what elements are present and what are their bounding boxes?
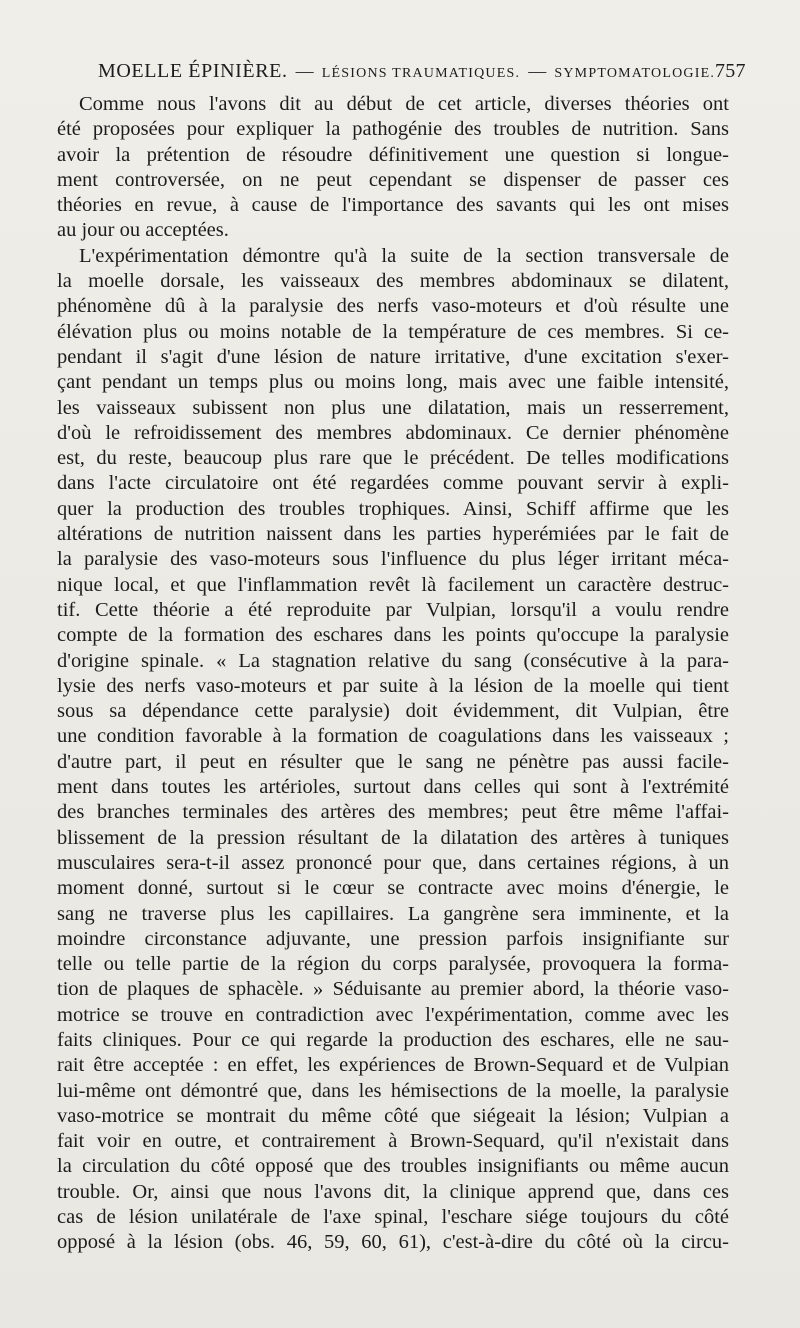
body-text (57, 92, 729, 1256)
running-header (98, 60, 746, 88)
text-line: la moelle dorsale, les vaisseaux des membres abdominaux se dilatent, (57, 270, 729, 293)
text-line: élévation plus ou moins notable de la température de ces membres. Si ce- (57, 320, 729, 343)
text-line: moindre circonstance adjuvante, une pression parfois insignifiante sur (57, 927, 729, 950)
text-line: motrice se trouve en contradiction avec l'expérimentation, comme avec les (57, 1003, 729, 1026)
text-line: dans l'acte circulatoire ont été regardées comme pouvant servir à expli- (57, 472, 729, 495)
text-line: avoir la prétention de résoudre définitivement une question si longue- (57, 143, 729, 166)
text-line: lui-même ont démontré que, dans les hémisections de la moelle, la paralysie (57, 1079, 729, 1102)
text-line: çant pendant un temps plus ou moins long, mais avec une faible intensité, (57, 371, 729, 394)
text-line: blissement de la pression résultant de la dilatation des artères à tuniques (57, 826, 729, 849)
text-line: pendant il s'agit d'une lésion de nature irritative, d'une excitation s'exer- (57, 345, 729, 368)
text-line: telle ou telle partie de la région du corps paralysée, provoquera la forma- (57, 953, 729, 976)
page-number: 757 (715, 60, 746, 82)
text-line: opposé à la lésion (obs. 46, 59, 60, 61), c'est-à-dire du côté où la circu- (57, 1231, 729, 1254)
text-line: nique local, et que l'inflammation revêt là facilement un caractère destruc- (57, 573, 729, 596)
header-separator: — (528, 61, 547, 81)
text-line: sous sa dépendance cette paralysie) doit évidemment, dit Vulpian, être (57, 700, 729, 723)
header-separator: — (295, 61, 314, 81)
header-title: MOELLE ÉPINIÈRE. (98, 60, 288, 82)
text-line: musculaires sera-t-il assez prononcé pour que, dans certaines régions, à un (57, 851, 729, 874)
text-line: d'origine spinale. « La stagnation relative du sang (consécutive à la para- (57, 649, 729, 672)
text-line: quer la production des troubles trophiques. Ainsi, Schiff affirme que les (57, 497, 729, 520)
text-line: été proposées pour expliquer la pathogénie des troubles de nutrition. Sans (57, 118, 729, 141)
text-line: ment controversée, on ne peut cependant se dispenser de passer ces (57, 168, 729, 191)
text-line: faits cliniques. Pour ce qui regarde la production des eschares, elle ne sau- (57, 1028, 729, 1051)
text-line: cas de lésion unilatérale de l'axe spinal, l'eschare siége toujours du côté (57, 1206, 729, 1229)
text-line: les vaisseaux subissent non plus une dilatation, mais un resserrement, (57, 396, 729, 419)
header-section: LÉSIONS TRAUMATIQUES. (321, 66, 521, 81)
text-line: altérations de nutrition naissent dans les parties hyperémiées par le fait de (57, 523, 729, 546)
text-line: phénomène dû à la paralysie des nerfs vaso-moteurs et d'où résulte une (57, 295, 729, 318)
text-line: trouble. Or, ainsi que nous l'avons dit, la clinique apprend que, dans ces (57, 1180, 729, 1203)
text-line: moment donné, surtout si le cœur se contracte avec moins d'énergie, le (57, 877, 729, 900)
text-line: compte de la formation des eschares dans les points qu'occupe la paralysie (57, 624, 729, 647)
text-line: fait voir en outre, et contrairement à Brown-Sequard, qu'il n'existait dans (57, 1130, 729, 1153)
text-line: vaso-motrice se montrait du même côté que siégeait la lésion; Vulpian a (57, 1104, 729, 1127)
text-line: est, du reste, beaucoup plus rare que le précédent. De telles modifications (57, 447, 729, 470)
header-subsection: SYMPTOMATOLOGIE. (554, 66, 716, 81)
text-line: L'expérimentation démontre qu'à la suite de la section transversale de (79, 244, 729, 267)
text-line: d'autre part, il peut en résulter que le sang ne pénètre pas aussi facile- (57, 750, 729, 773)
text-line: tion de plaques de sphacèle. » Séduisante au premier abord, la théorie vaso- (57, 978, 729, 1001)
text-line: la paralysie des vaso-moteurs sous l'influence du plus léger irritant méca- (57, 548, 729, 571)
text-line: tif. Cette théorie a été reproduite par Vulpian, lorsqu'il a voulu rendre (57, 598, 729, 621)
text-line: ment dans toutes les artérioles, surtout dans celles qui sont à l'extrémité (57, 776, 729, 799)
text-line: la circulation du côté opposé que des troubles insignifiants ou même aucun (57, 1155, 729, 1178)
text-line: des branches terminales des artères des membres; peut être même l'affai- (57, 801, 729, 824)
text-line: d'où le refroidissement des membres abdominaux. Ce dernier phénomène (57, 421, 729, 444)
text-line: rait être acceptée : en effet, les expériences de Brown-Sequard et de Vulpian (57, 1054, 729, 1077)
text-line: une condition favorable à la formation de coagulations dans les vaisseaux ; (57, 725, 729, 748)
text-line: Comme nous l'avons dit au début de cet article, diverses théories ont (79, 93, 729, 115)
text-line: lysie des nerfs vaso-moteurs et par suite à la lésion de la moelle qui tient (57, 674, 729, 697)
text-line: au jour ou acceptées. (57, 219, 229, 242)
text-line: sang ne traverse plus les capillaires. La gangrène sera imminente, et la (57, 902, 729, 925)
text-line: théories en revue, à cause de l'importance des savants qui les ont mises (57, 194, 729, 217)
